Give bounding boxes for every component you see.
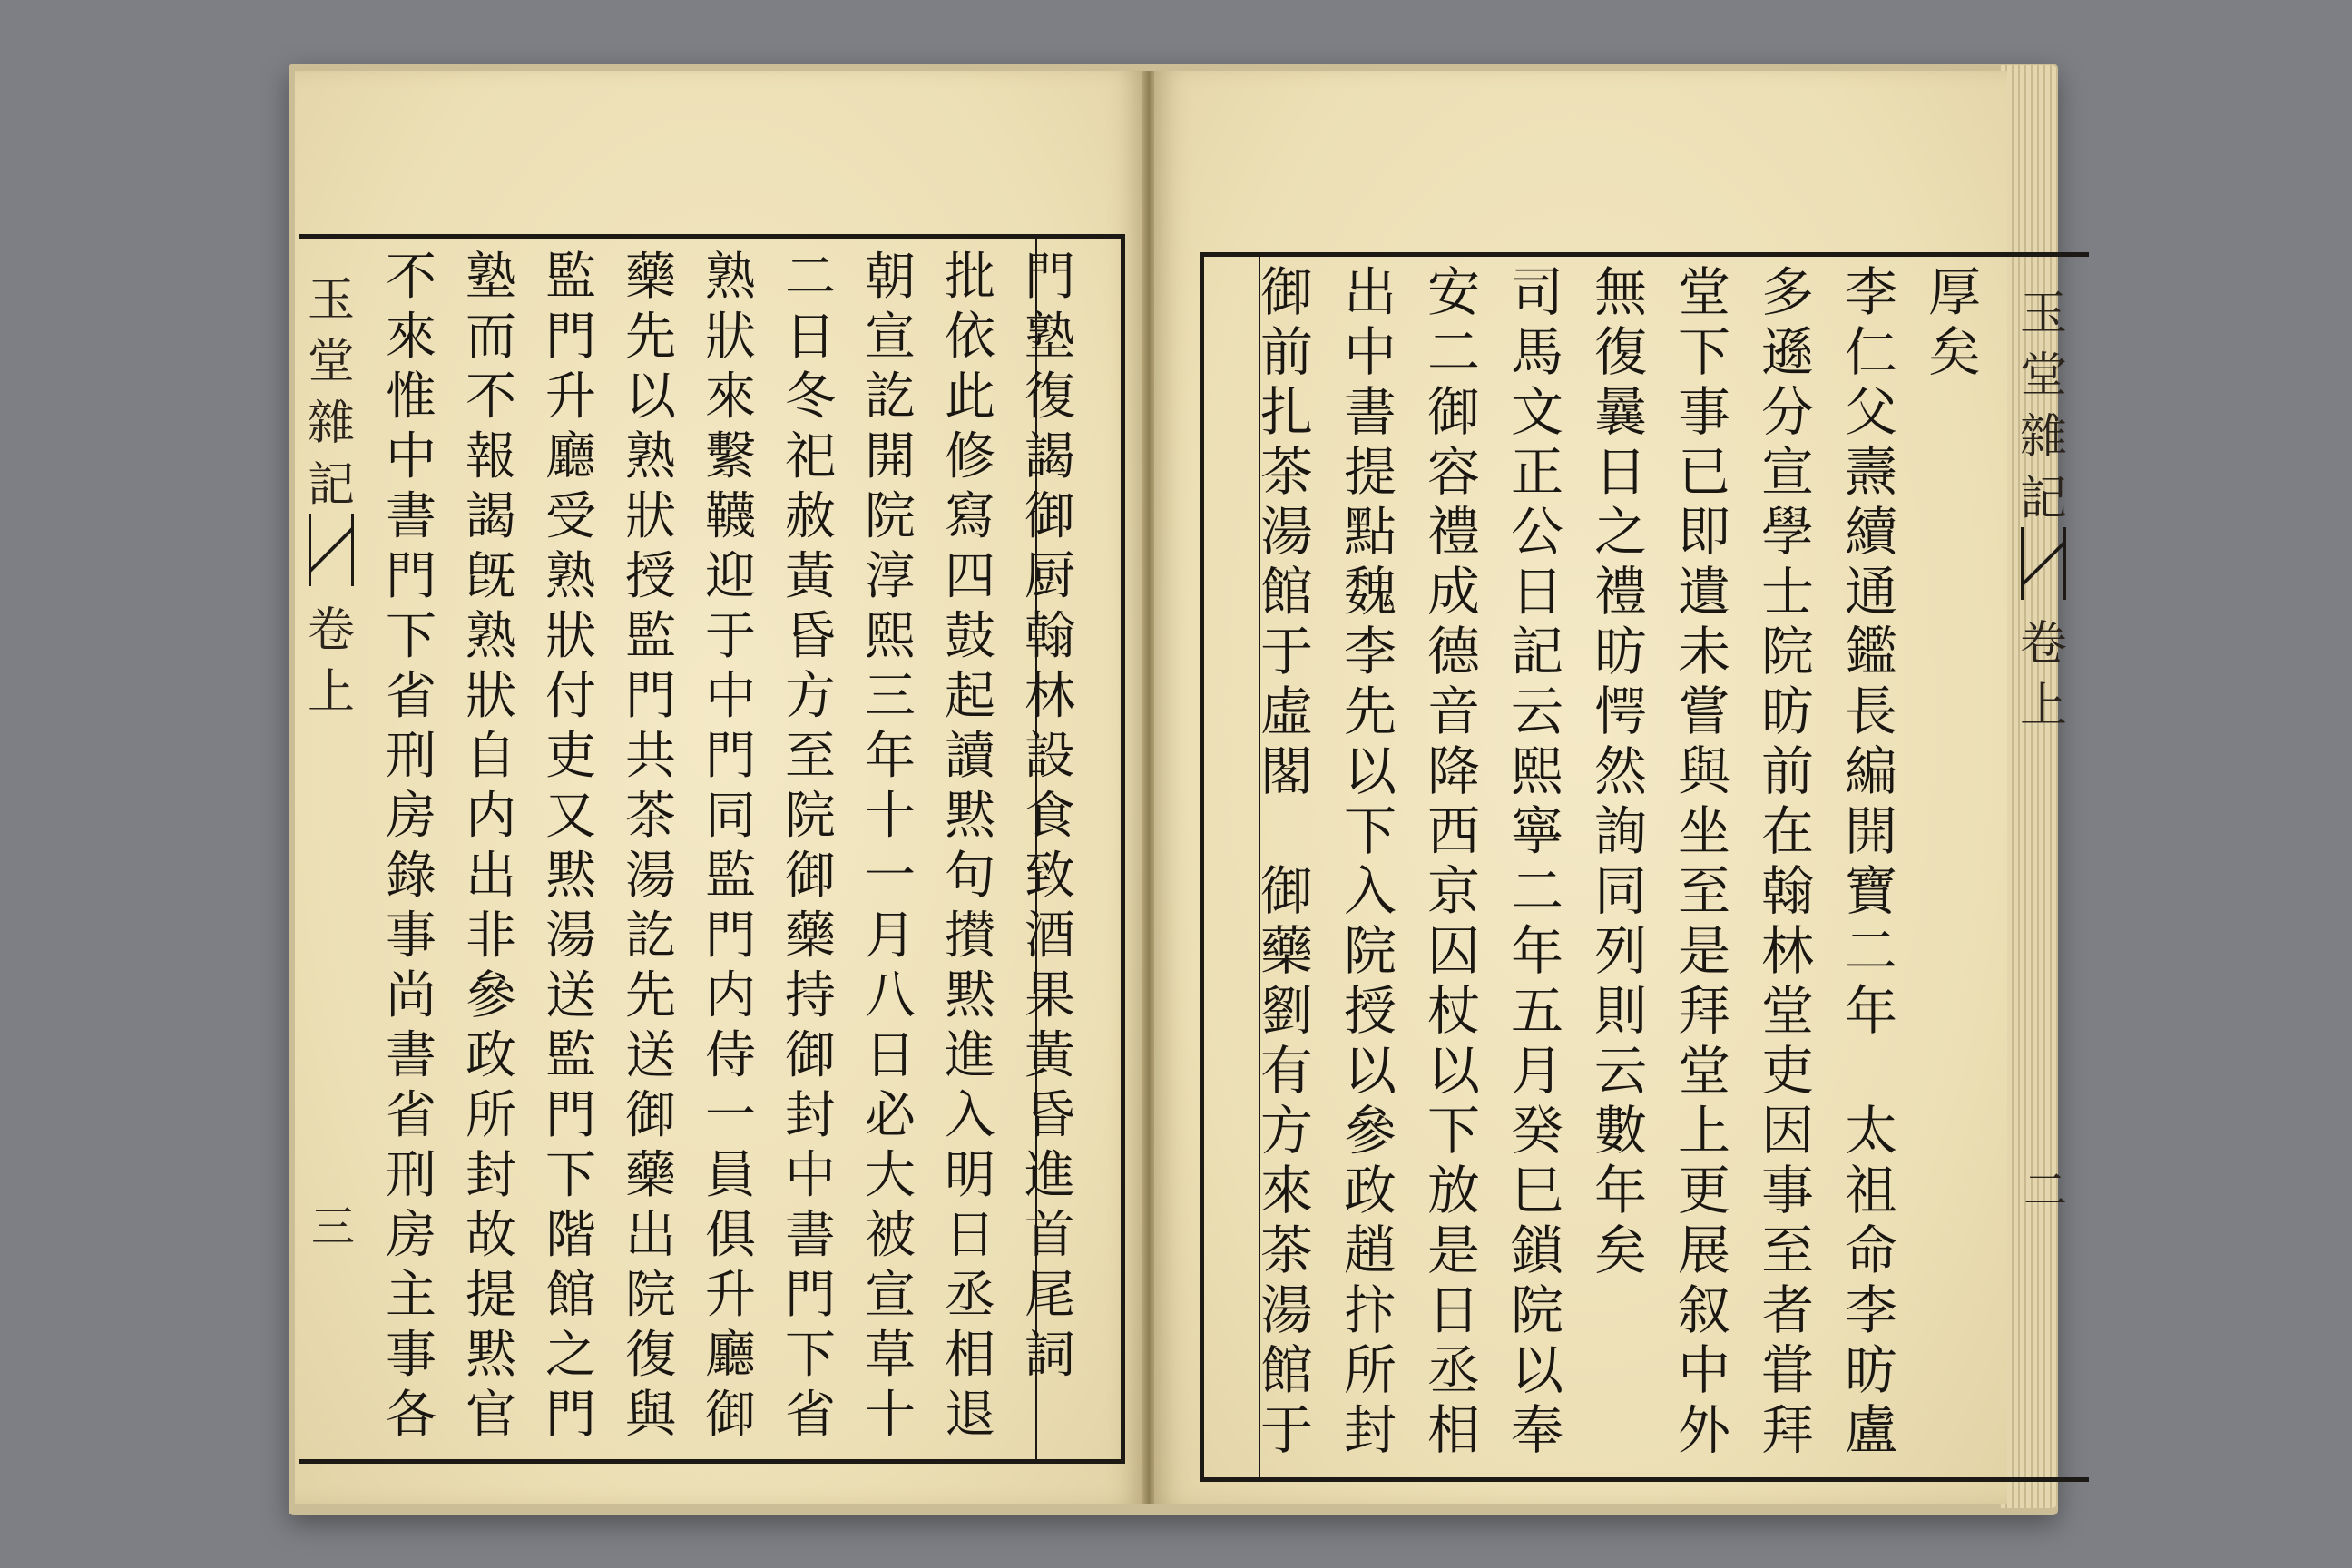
text-column: 厚 矣 (1927, 261, 1981, 383)
margin-juan-char: 上 (2019, 679, 2067, 733)
left-folio: 三 (311, 1201, 356, 1252)
right-margin-title (2016, 275, 2071, 733)
margin-title-char: 雜 (2019, 410, 2067, 465)
margin-title-char: 玉 (2019, 287, 2067, 341)
right-folio: 二 (2024, 1165, 2068, 1216)
text-column: 門 塾 復 謁 御 厨 翰 林 設 食 致 酒 果 黃 昏 進 首 尾 詞 (1024, 248, 1075, 1385)
text-column: 塾 而 不 報 謁 旣 熟 狀 自 内 出 非 參 政 所 封 故 提 黙 官 (466, 248, 516, 1445)
text-column: 監 門 升 廳 受 熟 狀 付 吏 又 黙 湯 送 監 門 下 階 館 之 門 (545, 248, 596, 1445)
text-column: 熟 狀 來 繫 韈 迎 于 中 門 同 監 門 内 侍 一 員 俱 升 廳 御 (705, 248, 756, 1445)
margin-juan-char: 上 (307, 665, 355, 720)
fish-tail-mark (2021, 527, 2066, 600)
margin-title-char: 記 (2019, 472, 2067, 526)
text-column: 批 依 此 修 寫 四 鼓 起 讀 黙 句 攅 黙 進 入 明 日 丞 相 退 (945, 248, 995, 1445)
margin-juan-char: 卷 (307, 603, 355, 658)
text-column: 多 遜 分 宣 學 士 院 昉 前 在 翰 林 堂 吏 因 事 至 者 甞 拜 (1760, 261, 1814, 1461)
text-column: 司 馬 文 正 公 日 記 云 熙 寧 二 年 五 月 癸 巳 鎖 院 以 奉 (1510, 261, 1563, 1461)
margin-juan-char: 卷 (2019, 617, 2067, 671)
margin-title-char: 堂 (2019, 348, 2067, 403)
fish-tail-mark (309, 514, 354, 586)
text-column: 御 前 扎 茶 湯 館 于 虛 閣 御 藥 劉 有 方 來 茶 湯 館 于 (1259, 261, 1313, 1461)
margin-title-char: 玉 (307, 273, 355, 328)
text-column: 二 日 冬 祀 赦 黃 昏 方 至 院 御 藥 持 御 封 中 書 門 下 省 (785, 248, 836, 1445)
text-column: 出 中 書 提 點 魏 李 先 以 下 入 院 授 以 參 政 趙 抃 所 封 (1343, 261, 1396, 1461)
text-column: 李 仁 父 燾 續 通 鑑 長 編 開 寶 二 年 太 祖 命 李 昉 盧 (1844, 261, 1897, 1461)
margin-title-char: 雜 (307, 397, 355, 451)
right-page (1154, 71, 2068, 1504)
left-page (295, 71, 1143, 1504)
margin-title-char: 記 (307, 458, 355, 513)
text-column: 堂 下 事 已 即 遺 未 嘗 與 坐 至 是 拜 堂 上 更 展 叙 中 外 (1677, 261, 1730, 1461)
text-column: 無 復 曩 日 之 禮 昉 愕 然 詢 同 列 則 云 數 年 矣 (1593, 261, 1647, 1281)
margin-title-char: 堂 (307, 335, 355, 389)
text-column: 安 二 御 容 禮 成 德 音 降 西 京 囚 杖 以 下 放 是 日 丞 相 (1426, 261, 1480, 1461)
left-margin-title (304, 261, 358, 720)
text-column: 朝 宣 訖 開 院 淳 熙 三 年 十 一 月 八 日 必 大 被 宣 草 十 (865, 248, 916, 1445)
text-column: 藥 先 以 熟 狀 授 監 門 共 茶 湯 訖 先 送 御 藥 出 院 復 與 (625, 248, 676, 1445)
text-column: 不 來 惟 中 書 門 下 省 刑 房 錄 事 尚 書 省 刑 房 主 事 各 (386, 248, 436, 1445)
